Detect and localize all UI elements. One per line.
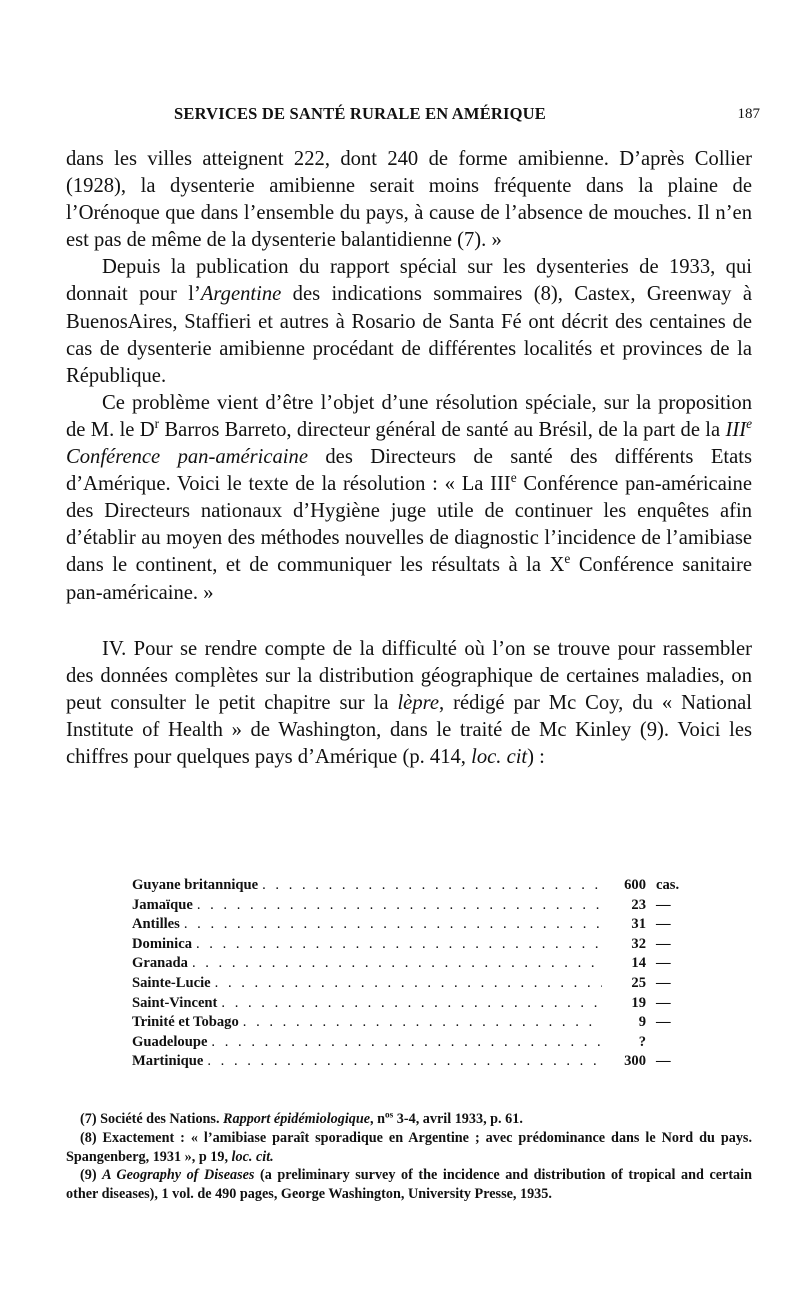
leader-dots bbox=[262, 877, 602, 894]
paragraph-2: Depuis la publication du rapport spécial sur les dysenteries de 1933, qui donnait pour l’Argentine des indications sommaires (8), Castex, Greenway à BuenosAires, Staffieri et autres à Rosario de Santa Fé ont décrit des centaines de cas de dysenterie amibienne procédant de différentes localités et provinces de la République. bbox=[66, 256, 752, 387]
footnote-9: (9) A Geography of Diseases (a preliminary survey of the incidence and distribution of tropical and certain other diseases), 1 vol. de 490 pages, George Washington, University Presse, 1935. bbox=[66, 1167, 752, 1203]
case-count: 23 bbox=[631, 896, 646, 913]
country-name: Guadeloupe bbox=[132, 1033, 208, 1050]
leader-dots bbox=[197, 897, 602, 914]
case-count: 600 bbox=[624, 877, 646, 893]
case-count: 300 bbox=[624, 1053, 646, 1070]
leader-dots bbox=[243, 1014, 602, 1031]
footnotes bbox=[66, 1110, 752, 1204]
case-unit: — bbox=[656, 974, 671, 991]
table-row bbox=[132, 936, 688, 956]
leader-dots bbox=[192, 955, 602, 972]
case-unit: — bbox=[656, 1014, 671, 1031]
case-unit: — bbox=[656, 994, 671, 1011]
case-count: 14 bbox=[631, 955, 646, 972]
case-unit: — bbox=[656, 896, 671, 913]
paragraph-1: dans les villes atteignent 222, dont 240 de forme amibienne. D’après Collier (1928), la dysenterie amibienne serait moins fréquente dans la plaine de l’Orénoque que dans l’ensemble du pays, à cause de l’absence de mouches. Il n’en est pas de même de la dysenterie balantidienne (7). » bbox=[66, 148, 752, 252]
leader-dots bbox=[196, 936, 602, 953]
table-row bbox=[132, 1053, 688, 1073]
country-name: Martinique bbox=[132, 1053, 204, 1070]
case-unit: — bbox=[656, 1053, 671, 1070]
table-row bbox=[132, 955, 688, 975]
section-gap bbox=[66, 607, 752, 636]
country-name: Antilles bbox=[132, 916, 180, 933]
country-name: Jamaïque bbox=[132, 896, 193, 913]
leader-dots bbox=[215, 975, 602, 992]
table-row bbox=[132, 1034, 688, 1054]
paragraph-4: IV. Pour se rendre compte de la difficulté où l’on se trouve pour rassembler des données complètes sur la distribution géographique de certaines maladies, on peut consulter le petit chapitre sur la lèpre, rédigé par Mc Coy, du « National Institute of Health » de Washington, dans le traité de Mc Kinley (9). Voici les chiffres pour quelques pays d’Amérique (p. 414, loc. cit) : bbox=[66, 637, 752, 768]
country-name: Guyane britannique bbox=[132, 877, 259, 893]
leprosy-table bbox=[132, 877, 688, 1073]
leader-dots bbox=[207, 1053, 602, 1070]
case-unit: — bbox=[656, 955, 671, 972]
case-count: 32 bbox=[631, 935, 646, 952]
country-name: Trinité et Tobago bbox=[132, 1014, 239, 1031]
footnote-8: (8) Exactement : « l’amibiase paraît sporadique en Argentine ; avec prédominance dans le Nord du pays. Spangenberg, 1931 », p 19, loc. cit. bbox=[66, 1129, 752, 1165]
case-count: ? bbox=[638, 1033, 646, 1050]
leader-dots bbox=[211, 1034, 602, 1051]
body-text bbox=[66, 146, 752, 771]
page-number: 187 bbox=[737, 106, 760, 122]
table-row bbox=[132, 877, 688, 897]
case-unit: — bbox=[656, 916, 671, 933]
case-unit: cas. bbox=[656, 877, 680, 893]
case-count: 9 bbox=[638, 1014, 646, 1031]
case-unit: — bbox=[656, 935, 671, 952]
page-header bbox=[66, 100, 762, 130]
country-name: Saint-Vincent bbox=[132, 994, 218, 1011]
table-row bbox=[132, 897, 688, 917]
paragraph-3: Ce problème vient d’être l’objet d’une résolution spéciale, sur la proposition de M. le $D^r$ Barros Barreto, directeur général de santé au Brésil, de la part de la IIIe Conférence pan-américaine des Directeurs de santé des différents Etats d’Amérique. Voici le texte de la résolution : « La IIIe Conférence pan-américaine des Directeurs nationaux d’Hygiène juge utile de continuer les enquêtes afin d’établir au moyen des méthodes nouvelles de diagnostic l’incidence de l’amibiase dans le continent, et de communiquer les résultats à la Xe Conférence sanitaire pan-américaine. » bbox=[66, 391, 753, 604]
table-row bbox=[132, 1014, 688, 1034]
case-count: 19 bbox=[631, 994, 646, 1011]
leader-dots bbox=[184, 916, 602, 933]
country-name: Granada bbox=[132, 955, 188, 972]
leader-dots bbox=[221, 995, 602, 1012]
case-count: 31 bbox=[631, 916, 646, 933]
running-title: SERVICES DE SANTÉ RURALE EN AMÉRIQUE bbox=[174, 104, 546, 123]
table-row bbox=[132, 916, 688, 936]
footnote-7: (7) Société des Nations. Rapport épidémiologique, $n^{os}$ 3-4, avril 1933, p. 61. bbox=[80, 1109, 523, 1127]
country-name: Dominica bbox=[132, 935, 192, 952]
country-name: Sainte-Lucie bbox=[132, 974, 211, 991]
table-row bbox=[132, 995, 688, 1015]
case-count: 25 bbox=[631, 974, 646, 991]
table-row bbox=[132, 975, 688, 995]
